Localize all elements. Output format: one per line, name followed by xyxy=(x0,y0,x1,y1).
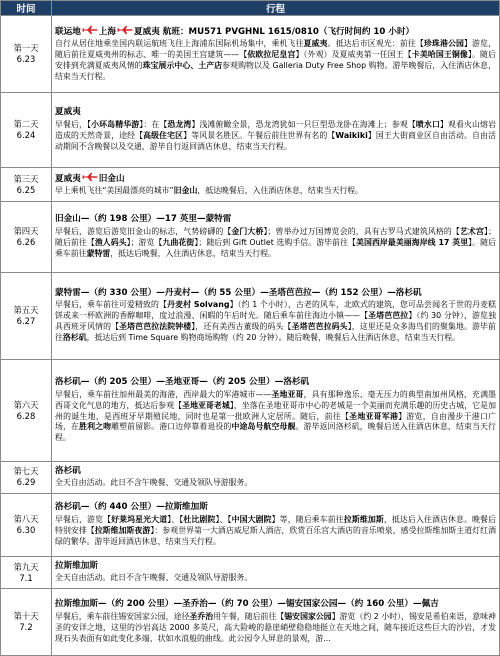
day-date: 6.29 xyxy=(16,477,36,488)
highlight-text: 珠宝展示中心、土产店 xyxy=(142,61,223,71)
description-text: 】国王大街商业区自由活动。自由活动期间不含晚餐以及交通，游毕自行返回酒店休息，结束当天行程。 xyxy=(55,130,496,151)
day-description xyxy=(55,515,496,548)
highlight-text: 依欧拉尼皇宫 xyxy=(247,50,296,60)
description-text: 】浅滩俯瞰全景，恐龙湾犹如一只巨型恐龙卧在海滩上；参观【 xyxy=(191,119,416,129)
day-cell xyxy=(1,202,52,273)
highlight-text: 拉斯维加斯 xyxy=(343,514,384,524)
highlight-text: 拉斯维加斯夜游 xyxy=(94,525,151,535)
description-text: 用午餐，随后前往【 xyxy=(213,611,285,621)
description-text: 早餐后，游览后游览旧金山的标志，气势磅礴的【 xyxy=(55,226,232,236)
description-text: 】游览（约 2 小时），锡安是希伯来语，意味神圣的安详之地，这里的沙岩高达 2000 多英尺，高大险峻的悬崖峭壁稳稳地挺立在天地之间，随车接近这些巨大的沙岩，才发现石头表面有如此变化多端、状如水浪般的曲线。此公园令人屏息的景观，游... xyxy=(55,611,496,643)
route-line xyxy=(55,466,496,477)
day-cell xyxy=(1,588,52,655)
table-row xyxy=(1,168,500,202)
description-text: ，具有那种逸乐、毫无压力的典型南加州风格，充满墨西哥文化气息的地方，抵达后参观【 xyxy=(55,389,496,410)
highlight-text: 胜利之吻 xyxy=(79,422,112,432)
day-date: 6.27 xyxy=(16,316,36,327)
highlight-text: 金门大桥 xyxy=(231,226,264,236)
description-text: 】；随后到 Gift Outlet 选购手信。游毕前往【 xyxy=(194,237,357,247)
description-text: 】：参观世界第一大酒店威尼斯人酒店，欣赏百乐宫大酒店的音乐喷泉，感受拉斯维加斯主道灯红酒绿的繁华。游毕返回酒店休息，结束当天行程。 xyxy=(55,525,496,546)
day-date: 7.1 xyxy=(19,572,33,583)
day-description xyxy=(55,227,496,260)
route-line xyxy=(55,377,496,388)
day-cell xyxy=(1,493,52,557)
route-segment: 旧金山—（约 198 公里）—17 英里—蒙特雷 xyxy=(55,214,232,225)
day-cell xyxy=(1,272,52,360)
highlight-text: 卡美哈国王铜像 xyxy=(411,50,468,60)
route-segment: 夏威夷 航班：MU571 PVGHNL 1615/0810（飞行时间约 10 小时） xyxy=(134,26,415,37)
description-text: 】，还有美西古董级的码头【 xyxy=(191,322,292,332)
description-text: 全天自由活动。此日不含午晚餐、交通及领队导游服务。 xyxy=(55,573,253,583)
day-description xyxy=(55,300,496,344)
header-row xyxy=(1,1,500,16)
highlight-text: 锡安国家公园 xyxy=(284,611,332,621)
route-line xyxy=(55,214,496,225)
highlight-text: Waikiki xyxy=(335,130,368,140)
route-line xyxy=(55,25,496,38)
day-label: 第九天 xyxy=(13,561,39,572)
day-description xyxy=(55,39,496,83)
route-line xyxy=(55,107,496,118)
description-text: ，抵达晚餐后，入住酒店休息，结束当天行程。 xyxy=(197,186,364,196)
highlight-text: 杜比剧院 xyxy=(183,514,216,524)
description-text: 】（约 30 分钟），游览独具西班牙风情的【 xyxy=(55,311,496,332)
day-cell xyxy=(1,557,52,589)
table-row xyxy=(1,202,500,273)
route-segment: 夏威夷 xyxy=(55,174,81,184)
highlight-text: 艺术宫 xyxy=(459,226,485,236)
day-label: 第八天 xyxy=(13,514,39,524)
airplane-icon xyxy=(81,172,99,182)
highlight-text: 圣地亚哥军港 xyxy=(349,411,399,421)
description-text: ，抵达后晚餐，入住酒店休息，结束当天行程。 xyxy=(110,248,276,258)
route-segment: 夏威夷 xyxy=(55,107,81,118)
highlight-text: 小环岛精华游 xyxy=(91,119,140,129)
route-segment: 蒙特雷—（约 330 公里）—丹麦村—（约 55 公里）—圣塔芭芭拉—（约 152 公里）—洛杉矶 xyxy=(55,288,422,299)
table-row xyxy=(1,272,500,360)
highlight-text: 圣塔芭芭拉 xyxy=(368,311,409,321)
description-text: ，抵达后到 Time Square 购物商场购物（约 20 分钟）。随后晚餐，晚餐后入住酒店休息，结束当天行程。 xyxy=(86,333,461,343)
description-text: 】。随后安排到充满夏威夷风情的 xyxy=(55,50,496,71)
description-text: 】观看火山熔岩造成的天然奇景，途经【 xyxy=(55,119,496,140)
highlight-text: 中途岛号航空母舰 xyxy=(231,422,296,432)
description-text: 】；曾举办过万国博览会的，具有古罗马式建筑风格的【 xyxy=(263,226,460,236)
itinerary-cell xyxy=(52,557,500,589)
day-label: 第四天 xyxy=(13,225,39,236)
description-text: 】游览，随后前往夏威夷州的标志、唯一的美国王宫建筑——【 xyxy=(55,39,496,60)
description-text: 早餐后，乘车前往加州最美的海港，西岸最大的军港城市—— xyxy=(55,389,272,399)
highlight-text: 恐龙湾 xyxy=(167,119,192,129)
airplane-icon xyxy=(116,25,134,35)
highlight-text: 圣塔芭芭拉法院钟楼 xyxy=(119,322,192,332)
route-segment: 洛杉矶 xyxy=(55,465,81,476)
route-segment: 联运地 xyxy=(55,26,81,37)
day-date: 6.25 xyxy=(16,184,36,195)
day-description xyxy=(55,612,496,645)
highlight-text: 喷水口 xyxy=(415,119,440,129)
description-text: 。抵达后市区观光：前往【 xyxy=(327,39,424,49)
day-label: 第二天 xyxy=(13,118,39,129)
description-text: 雕塑前留影。港口边停靠着退役的 xyxy=(111,422,232,432)
description-text: 早餐后，乘车前往可爱精致的【 xyxy=(55,300,168,310)
day-date: 6.24 xyxy=(16,129,36,140)
description-text: 。游毕返回洛杉矶，晚餐后送入住酒店休息，结束当天行程。 xyxy=(55,422,496,443)
day-cell xyxy=(1,462,52,494)
description-text: 】（外观）及夏威夷第一任国王【 xyxy=(295,50,412,60)
itinerary-cell xyxy=(52,92,500,168)
highlight-text: 美国西岸最美丽海岸线 17 英里 xyxy=(356,237,469,247)
highlight-text: 圣塔芭芭拉码头 xyxy=(291,322,348,332)
day-label: 第三天 xyxy=(13,173,39,184)
itinerary-cell xyxy=(52,16,500,93)
description-text: 早餐后，【 xyxy=(55,119,92,129)
highlight-text: 圣乔治 xyxy=(189,611,214,621)
day-cell xyxy=(1,360,52,462)
route-segment: 旧金山 xyxy=(98,174,125,184)
day-description xyxy=(55,186,496,197)
description-text: 】、【 xyxy=(215,514,232,524)
day-label: 第七天 xyxy=(13,466,39,477)
header-time: 时间 xyxy=(1,1,52,16)
day-description xyxy=(55,390,496,445)
itinerary-cell xyxy=(52,462,500,494)
description-text: 全天自由活动。此日不含午晚餐、交通及领队导游服务。 xyxy=(55,478,253,488)
highlight-text: 中国大剧院 xyxy=(231,514,272,524)
route-line xyxy=(55,561,496,572)
description-text: 】等风景名胜区。午餐后前往世界有名的【 xyxy=(183,130,336,140)
description-text: 】、【 xyxy=(167,514,184,524)
day-label: 第十天 xyxy=(13,610,39,621)
description-text: 早餐后，乘车前往锡安国家公园，途径 xyxy=(55,611,190,621)
itinerary-cell xyxy=(52,272,500,360)
description-text: 】，这里还是众多海鸟们的聚集地。游毕前往 xyxy=(55,322,496,343)
itinerary-cell xyxy=(52,588,500,655)
day-date: 6.26 xyxy=(16,236,36,247)
description-text: 】；游览【 xyxy=(126,237,163,247)
table-row xyxy=(1,588,500,655)
highlight-text: 圣地亚哥 xyxy=(271,389,304,399)
route-line xyxy=(55,172,496,185)
table-row xyxy=(1,493,500,557)
airplane-icon xyxy=(81,25,99,35)
day-cell xyxy=(1,92,52,168)
description-text: 自行从居住地乘坐国内联运航班飞往上海浦东国际机场集中，乘机飞往 xyxy=(55,39,304,49)
description-text: 参观购物以及 Galleria Duty Free Shop 购物。游毕晚餐后，入住酒店休息，结束当天行程。 xyxy=(55,61,496,81)
itinerary-cell xyxy=(52,360,500,462)
highlight-text: 好莱坞星光大道 xyxy=(111,514,168,524)
description-text: 】；随后前往【 xyxy=(55,226,496,247)
description-text: 】：在【 xyxy=(139,119,168,129)
description-text: 】游览，自由漫步于港口广场，在 xyxy=(55,411,496,432)
day-cell xyxy=(1,168,52,202)
description-text: 】（约 1 个小时），古老的风车，北欧式的建筑，您可品尝闻名于世的丹麦糕饼或来一杯欧洲的香醇咖啡，度过浪漫、闲暇的午后时光。随后乘车前往海边小镇——【 xyxy=(55,300,496,321)
route-line xyxy=(55,502,496,513)
table-row xyxy=(1,16,500,93)
route-segment: 上海 xyxy=(98,26,116,37)
highlight-text: 夏威夷 xyxy=(303,39,328,49)
day-date: 7.2 xyxy=(19,621,33,632)
route-line xyxy=(55,599,496,610)
route-segment: 洛杉矶—（约 205 公里）—圣地亚哥—（约 205 公里）—洛杉矶 xyxy=(55,377,310,388)
day-date: 6.28 xyxy=(16,410,36,421)
day-description xyxy=(55,573,496,584)
highlight-text: 丹麦村 Solvang xyxy=(167,300,230,310)
route-segment: 洛杉矶—（约 440 公里）—拉斯维加斯 xyxy=(55,502,208,513)
highlight-text: 九曲花街 xyxy=(162,237,195,247)
route-segment: 拉斯维加斯—（约 200 公里）—圣乔治—（约 70 公里）—锡安国家公园—（约 160 公里）—佩吉 xyxy=(55,599,439,610)
highlight-text: 蒙特雷 xyxy=(86,248,111,258)
highlight-text: 渔人码头 xyxy=(94,237,127,247)
day-date: 6.30 xyxy=(16,525,36,535)
table-row xyxy=(1,557,500,589)
highlight-text: 旧金山 xyxy=(173,186,198,196)
table-row xyxy=(1,360,500,462)
description-text: 】，坐落在圣地亚哥市中心的老城是一个美丽而充满乐趣的历史古城，它是加州的诞生地，是西班牙早期殖民地，同时也是第一批欧洲人定居所。随后，前往【 xyxy=(55,400,496,421)
description-text: 早餐后，游览【 xyxy=(55,514,112,524)
highlight-text: 圣地亚哥老城 xyxy=(182,400,230,410)
description-text: 】。随后乘车前往 xyxy=(55,237,496,258)
description-text: ，抵达后入住酒店休息。晚餐后特别安排【 xyxy=(55,514,496,535)
highlight-text: 高级住宅区 xyxy=(143,130,184,140)
day-description xyxy=(55,120,496,153)
day-cell xyxy=(1,16,52,93)
day-description xyxy=(55,478,496,489)
itinerary-cell xyxy=(52,202,500,273)
table-row xyxy=(1,92,500,168)
day-date: 6.23 xyxy=(16,53,36,64)
itinerary-rows xyxy=(1,16,500,656)
header-itinerary: 行程 xyxy=(52,1,500,16)
table-row xyxy=(1,462,500,494)
itinerary-cell xyxy=(52,168,500,202)
highlight-text: 洛杉矶 xyxy=(62,333,87,343)
day-label: 第六天 xyxy=(13,399,39,410)
day-label: 第一天 xyxy=(13,42,39,53)
highlight-text: 珍珠港公园 xyxy=(423,39,465,49)
description-text: 】等，随后乘车前往 xyxy=(271,514,344,524)
itinerary-cell xyxy=(52,493,500,557)
description-text: 早上乘机飞往“美国最漂亮的城市” xyxy=(55,186,174,196)
route-line xyxy=(55,288,496,299)
day-label: 第五天 xyxy=(13,305,39,316)
route-segment: 拉斯维加斯 xyxy=(55,560,98,571)
